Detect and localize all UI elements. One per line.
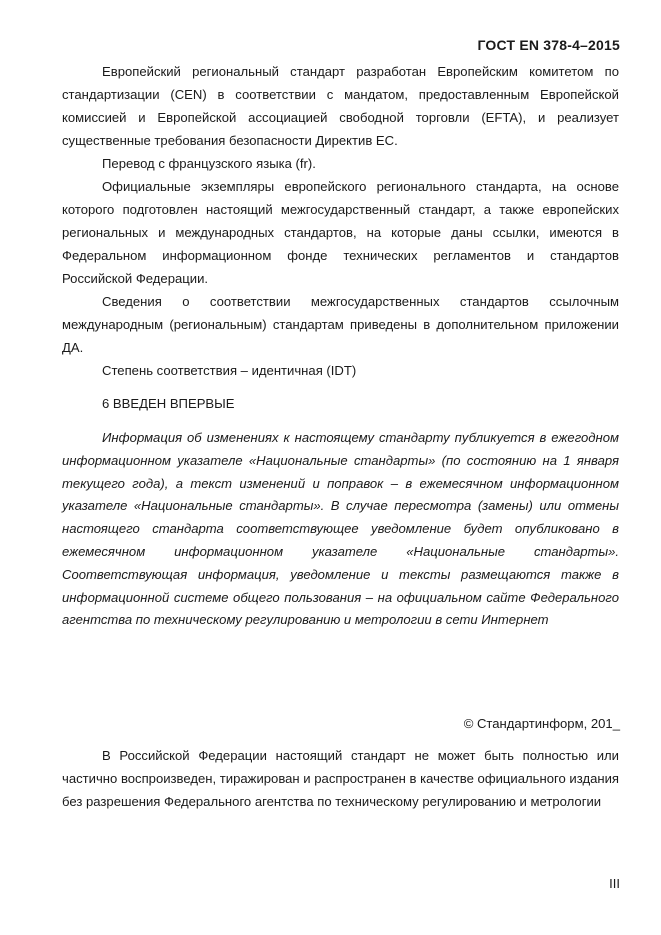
paragraph-translation: Перевод с французского языка (fr). bbox=[102, 156, 316, 171]
standard-header: ГОСТ EN 378-4–2015 bbox=[477, 37, 620, 53]
changes-notice: Информация об изменениях к настоящему стандарту публикуется в ежегодном информационном указателе «Национальные стандарты» (по состоянию на 1 января текущего года), а текст изменений и поправок – в ежемесячном информационном указателе «Национальные стандарты». В случае пересмотра (замены) или отмены настоящего стандарта соответствующее уведомление будет опубликовано в ежемесячном информационном указателе «Национальные стандарты». Соответствующая информация, уведомление и тексты размещаются также в информационной системе общего пользования – на официальном сайте Федерального агентства по техническому регулированию и метрологии в сети Интернет bbox=[62, 430, 619, 628]
main-text bbox=[62, 60, 619, 632]
copyright-line: © Стандартинформ, 201_ bbox=[463, 716, 620, 731]
section-6-heading: 6 ВВЕДЕН ВПЕРВЫЕ bbox=[102, 396, 235, 411]
paragraph-conformity-degree: Степень соответствия – идентичная (IDT) bbox=[102, 363, 357, 378]
paragraph-conformity-info: Сведения о соответствии межгосударственных стандартов ссылочным международным (региональным) стандартам приведены в дополнительном приложении ДА. bbox=[62, 294, 619, 355]
page-number: III bbox=[609, 876, 620, 891]
reproduction-notice: В Российской Федерации настоящий стандарт не может быть полностью или частично воспроизведен, тиражирован и распространен в качестве официального издания без разрешения Федерального агентства по техническому регулированию и метрологии bbox=[62, 748, 619, 809]
paragraph-development: Европейский региональный стандарт разработан Европейским комитетом по стандартизации (CEN) в соответствии с мандатом, предоставленным Европейской комиссией и Европейской ассоциацией свободной торговли (EFTA), и реализует существенные требования безопасности Директив ЕС. bbox=[62, 64, 619, 148]
paragraph-official-copies: Официальные экземпляры европейского регионального стандарта, на основе которого подготовлен настоящий межгосударственный стандарт, а также европейских региональных и международных стандартов, на которые даны ссылки, имеются в Федеральном информационном фонде технических регламентов и стандартов Российской Федерации. bbox=[62, 179, 619, 286]
